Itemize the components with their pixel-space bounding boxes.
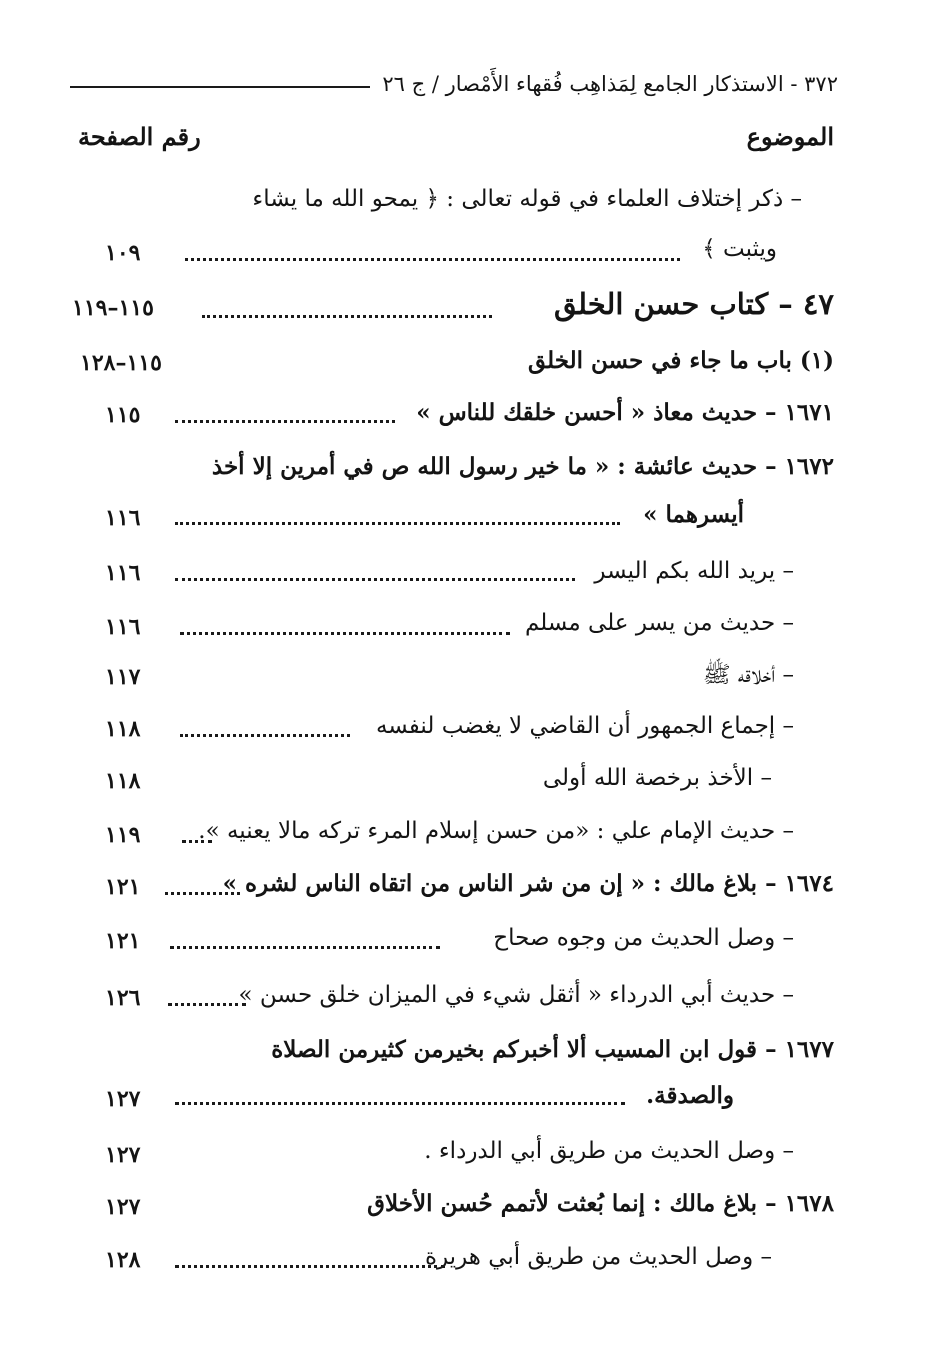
entry-page: ١١٨: [105, 768, 141, 794]
leader-dots: [180, 734, 350, 737]
header-rule: [70, 86, 370, 88]
entry-page: ١١٦: [105, 614, 141, 640]
leader-dots: [180, 632, 510, 635]
entry-page: ١١٦: [105, 560, 141, 586]
leader-dots: [168, 1003, 246, 1006]
section-title: (١) باب ما جاء في حسن الخلق: [527, 347, 834, 374]
entry-text: – حديث الإمام علي : «من حسن إسلام المرء تركه مالا يعنيه ».: [198, 818, 794, 844]
leader-dots: [175, 1265, 445, 1268]
entry-page: ١١٦: [105, 505, 141, 531]
entry-page: ١٢٧: [105, 1194, 141, 1220]
column-heading-topic: الموضوع: [746, 122, 834, 151]
leader-dots: [175, 578, 575, 581]
entry-page: ١١٧: [105, 664, 141, 690]
entry-text: – الأخذ برخصة الله أولى: [542, 765, 772, 791]
entry-text: – إجماع الجمهور أن القاضي لا يغضب لنفسه: [375, 713, 794, 739]
leader-dots: [185, 258, 680, 261]
entry-page: ١٢١: [105, 874, 141, 900]
entry-text: – يريد الله بكم اليسر: [594, 558, 794, 584]
entry-page: ١١٥–١٢٨: [80, 350, 162, 376]
entry-page: ١٢٧: [105, 1142, 141, 1168]
entry-text: – حديث من يسر على مسلم: [524, 610, 794, 636]
entry-text: ١٦٧٨ – بلاغ مالك : إنما بُعثت لأتمم حُسن الأخلاق: [367, 1190, 834, 1217]
leader-dots: [170, 946, 440, 949]
entry-page: ١٢١: [105, 928, 141, 954]
chapter-title: ٤٧ – كتاب حسن الخلق: [553, 287, 834, 321]
header-title: ٣٧٢ - الاستذكار الجامع لِمَذاهِب فُقهاء الأَمْصار / ج ٢٦: [382, 72, 838, 96]
column-heading-page-number: رقم الصفحة: [78, 122, 201, 151]
leader-dots: [175, 1102, 625, 1105]
entry-page: ١٢٦: [105, 985, 141, 1011]
entry-text: ويثبت ﴾: [702, 236, 777, 262]
entry-text: – وصل الحديث من طريق أبي هريرة: [424, 1244, 772, 1270]
leader-dots: [182, 840, 212, 843]
entry-line1: ١٦٧٧ – قول ابن المسيب ألا أخبركم بخيرمن كثيرمن الصلاة: [271, 1036, 834, 1063]
leader-dots: [202, 315, 492, 318]
entry-page: ١١٥: [105, 402, 141, 428]
leader-dots: [165, 892, 240, 895]
entry-text: والصدقة.: [646, 1082, 734, 1109]
leader-dots: [175, 420, 395, 423]
entry-page: ١١٥–١١٩: [72, 295, 154, 321]
entry-line1: – ذكر إختلاف العلماء في قوله تعالى : ﴿ يمحو الله ما يشاء: [252, 186, 802, 212]
entry-text: – أخلاقه ﷺ: [702, 662, 794, 688]
entry-page: ١١٩: [105, 822, 141, 848]
leader-dots: [175, 522, 620, 525]
entry-text: – وصل الحديث من وجوه صحاح: [493, 925, 794, 951]
entry-text: – وصل الحديث من طريق أبي الدرداء .: [424, 1138, 794, 1164]
entry-line1: ١٦٧٢ – حديث عائشة : « ما خير رسول الله ص في أمرين إلا أخذ: [211, 453, 834, 480]
running-header: [70, 64, 838, 104]
entry-page: ١٢٧: [105, 1086, 141, 1112]
entry-text: ١٦٧١ – حديث معاذ « أحسن خلقك للناس »: [416, 399, 834, 426]
entry-page: ١٠٩: [105, 240, 141, 266]
entry-text: – حديث أبي الدرداء « أثقل شيء في الميزان خلق حسن »: [238, 982, 794, 1008]
entry-page: ١٢٨: [105, 1247, 141, 1273]
entry-text: أيسرهما »: [643, 501, 744, 528]
entry-page: ١١٨: [105, 716, 141, 742]
entry-text: ١٦٧٤ – بلاغ مالك : « إن من شر الناس من اتقاه الناس لشره »: [222, 870, 834, 897]
